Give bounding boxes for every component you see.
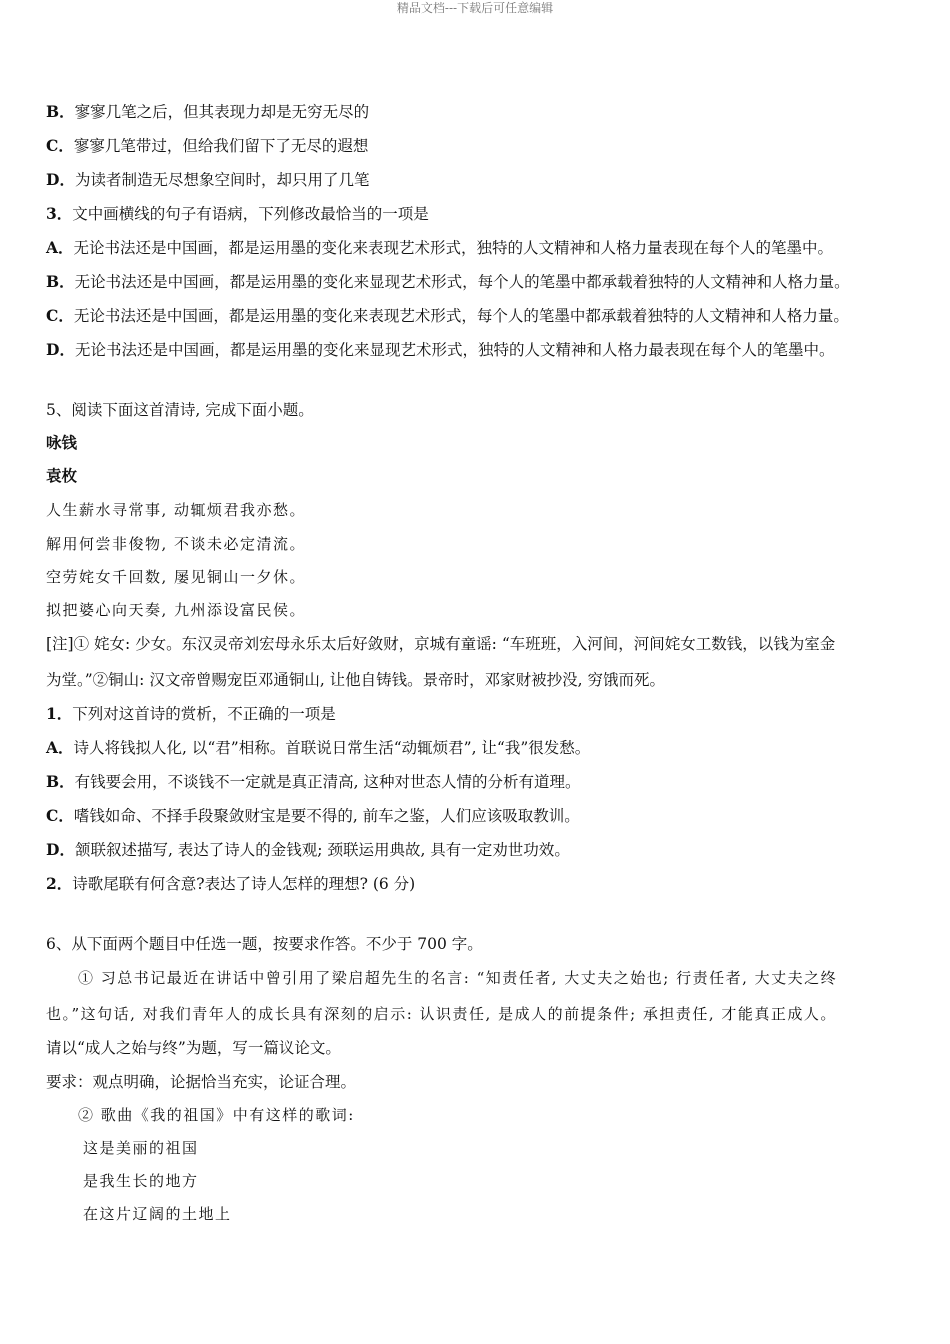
option-text: 诗人将钱拟人化, 以“君”相称。首联说日常生活“动辄烦君”, 让“我”很发愁。 <box>73 739 591 757</box>
poem-line: 解用何尝非俊物, 不谈未必定清流。 <box>46 535 307 553</box>
option-label: D． <box>46 170 75 189</box>
q5-intro: 5、阅读下面这首清诗, 完成下面小题。 <box>46 401 314 419</box>
poem-author: 袁枚 <box>46 466 78 485</box>
question-number: 2． <box>46 874 73 893</box>
option-label: B． <box>46 102 75 121</box>
question-number: 1． <box>46 704 73 723</box>
q2-option-d <box>46 170 369 190</box>
poem-line: 人生薪水寻常事, 动辄烦君我亦愁。 <box>46 501 307 519</box>
option-text: 无论书法还是中国画，都是运用墨的变化来表现艺术形式，每个人的笔墨中都承载着独特的人文精神和人格力量。 <box>73 307 849 325</box>
q3-option-c <box>46 306 849 326</box>
option-text: 无论书法还是中国画，都是运用墨的变化来显现艺术形式，每个人的笔墨中都承载着独特的人文精神和人格力量。 <box>74 273 850 291</box>
option-label: B． <box>46 772 75 791</box>
requirement: 要求：观点明确，论据恰当充实，论证合理。 <box>46 1073 357 1091</box>
q6-intro: 6、从下面两个题目中任选一题，按要求作答。不少于 700 字。 <box>46 935 483 953</box>
topic1-task: 请以“成人之始与终”为题，写一篇议论文。 <box>46 1039 341 1057</box>
option-text: 嗜钱如命、不择手段聚敛财宝是要不得的, 前车之鉴，人们应该吸取教训。 <box>73 807 580 825</box>
q3-stem <box>46 204 429 224</box>
q5-1-option-d <box>46 840 570 860</box>
option-text: 颔联叙述描写, 表达了诗人的金钱观; 颈联运用典故, 具有一定劝世功效。 <box>74 841 570 859</box>
poem-note-line-2: 为堂。”②铜山: 汉文帝曾赐宠臣邓通铜山, 让他自铸钱。景帝时，邓家财被抄没, 穷饿而死。 <box>46 671 666 689</box>
option-text: 为读者制造无尽想象空间时，却只用了几笔 <box>74 171 370 189</box>
option-label: C． <box>46 306 74 325</box>
q5-1-option-a <box>46 738 590 758</box>
q3-option-b <box>46 272 850 292</box>
lyric-line: 这是美丽的祖国 <box>83 1139 199 1157</box>
option-label: A． <box>46 738 74 757</box>
option-text: 寥寥几笔带过，但给我们留下了无尽的遐想 <box>73 137 369 155</box>
question-number: 3． <box>46 204 73 223</box>
option-text: 寥寥几笔之后，但其表现力却是无穷无尽的 <box>74 103 370 121</box>
lyric-line: 在这片辽阔的土地上 <box>83 1205 232 1223</box>
q5-1-option-c <box>46 806 580 826</box>
question-text: 文中画横线的句子有语病，下列修改最恰当的一项是 <box>72 205 429 223</box>
option-label: D． <box>46 840 75 859</box>
option-label: C． <box>46 806 74 825</box>
poem-line: 拟把婆心向天奏, 九州添设富民侯。 <box>46 601 307 619</box>
topic1-line-1: ① 习总书记最近在讲话中曾引用了梁启超先生的名言: “知责任者, 大丈夫之始也; 行责任者, 大丈夫之终 <box>78 969 838 987</box>
q5-2-stem <box>46 874 415 894</box>
q5-1-option-b <box>46 772 580 792</box>
poem-note-line-1: [注]① 姹女: 少女。东汉灵帝刘宏母永乐太后好敛财，京城有童谣: “车班班，入河间，河间姹女工数钱，以钱为室金 <box>46 635 836 653</box>
option-text: 无论书法还是中国画，都是运用墨的变化来表现艺术形式，独特的人文精神和人格力量表现在每个人的笔墨中。 <box>73 239 834 257</box>
q3-option-a <box>46 238 833 258</box>
lyric-line: 是我生长的地方 <box>83 1172 199 1190</box>
option-label: A． <box>46 238 74 257</box>
page-header: 精品文档---下载后可任意编辑 <box>396 1 554 15</box>
q2-option-c <box>46 136 368 156</box>
option-text: 有钱要会用，不谈钱不一定就是真正清高, 这种对世态人情的分析有道理。 <box>74 773 581 791</box>
question-text: 诗歌尾联有何含意?表达了诗人怎样的理想? (6 分) <box>72 875 416 893</box>
topic1-line-2: 也。”这句话, 对我们青年人的成长具有深刻的启示: 认识责任, 是成人的前提条件; 承担责任, 才能真正成人。 <box>46 1005 837 1023</box>
option-label: C． <box>46 136 74 155</box>
q3-option-d <box>46 340 834 360</box>
q2-option-b <box>46 102 369 122</box>
poem-line: 空劳姹女千回数, 屡见铜山一夕休。 <box>46 568 307 586</box>
q5-1-stem <box>46 704 336 724</box>
option-label: B． <box>46 272 75 291</box>
question-text: 下列对这首诗的赏析，不正确的一项是 <box>72 705 336 723</box>
option-label: D． <box>46 340 75 359</box>
topic2-intro: ② 歌曲《我的祖国》中有这样的歌词: <box>78 1106 355 1124</box>
option-text: 无论书法还是中国画，都是运用墨的变化来显现艺术形式，独特的人文精神和人格力最表现在每个人的笔墨中。 <box>74 341 835 359</box>
poem-title: 咏钱 <box>46 433 78 452</box>
